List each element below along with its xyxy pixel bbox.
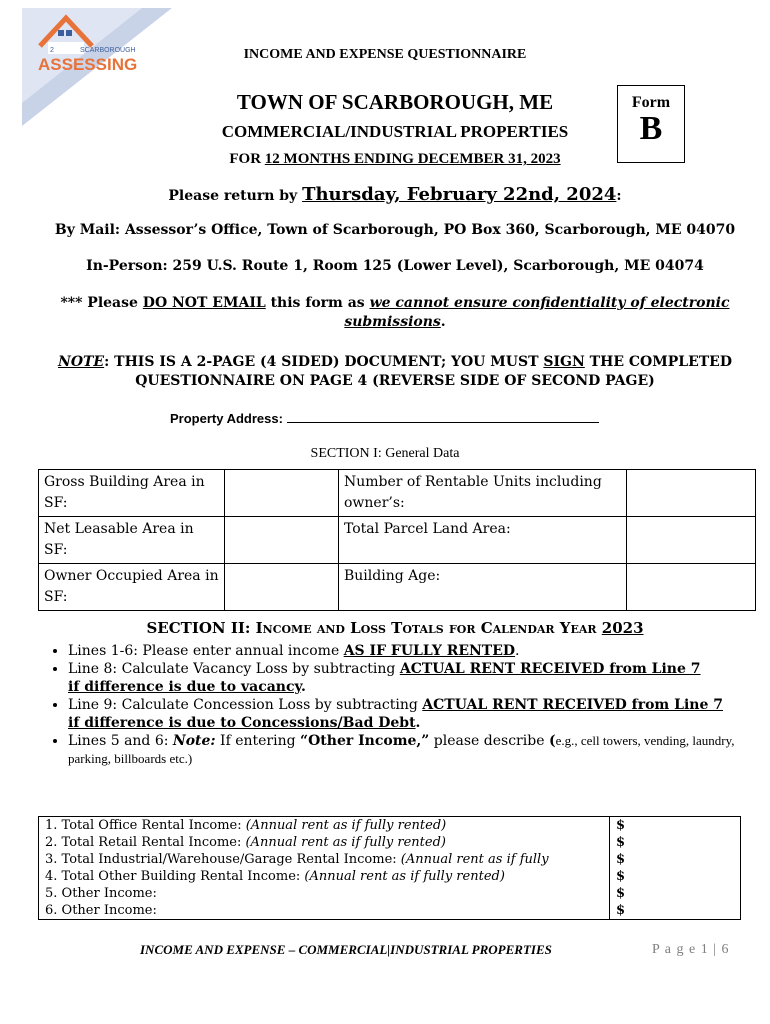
instructions-list: [28, 642, 768, 768]
line-label: Other Income:: [61, 903, 157, 918]
net-leasable-area-label: Net Leasable Area in SF:: [39, 517, 225, 564]
svg-text:2: 2: [50, 47, 54, 54]
period-text: 12 MONTHS ENDING DECEMBER 31, 2023: [264, 151, 561, 167]
income-line-5: [39, 885, 610, 902]
form-badge: [617, 85, 685, 163]
section2-title-a: SECTION II:: [146, 619, 256, 637]
bullet-emphasis: if difference is due to Concessions/Bad Debt: [68, 715, 416, 731]
bullet-emphasis: if difference is due to vacancy: [68, 679, 302, 695]
note-notice: [40, 353, 750, 391]
email-notice: [40, 294, 750, 332]
line-number: 6.: [45, 903, 58, 918]
bullet-text: If entering: [215, 733, 301, 749]
form-label: Form: [631, 94, 671, 111]
page-number: P a g e 1 | 6: [652, 942, 730, 957]
income-line-1: [39, 817, 610, 835]
general-data-table: [38, 469, 756, 611]
income-line-2: [39, 834, 610, 851]
bullet-text: Lines 1-6: Please enter annual income: [68, 643, 344, 659]
bullet-text: .: [301, 679, 306, 695]
bullet-text: .: [515, 643, 520, 659]
list-item: [68, 642, 768, 660]
line-label: Total Other Building Rental Income:: [61, 869, 305, 884]
income-line-2-amount[interactable]: $: [610, 834, 741, 851]
email-notice-part: this form as: [265, 295, 370, 311]
table-row: [39, 868, 741, 885]
table-row: [39, 834, 741, 851]
property-address-field[interactable]: [170, 410, 599, 426]
section2-title: [0, 619, 770, 637]
table-row: [39, 885, 741, 902]
bullet-text: .: [415, 715, 421, 731]
line-label: Other Income:: [61, 886, 157, 901]
bullet-emphasis: “Other Income,”: [300, 733, 430, 749]
table-row: [39, 470, 756, 517]
income-table: [38, 816, 741, 920]
bullet-text: Lines 5 and 6:: [68, 733, 173, 749]
table-row: [39, 817, 741, 835]
income-line-5-amount[interactable]: $: [610, 885, 741, 902]
mail-address: By Mail: Assessor’s Office, Town of Scarborough, PO Box 360, Scarborough, ME 04070: [54, 222, 736, 238]
rentable-units-input[interactable]: [627, 470, 756, 517]
owner-occupied-area-input[interactable]: [225, 564, 339, 611]
town-title: TOWN OF SCARBOROUGH, ME: [236, 90, 554, 114]
line-number: 3.: [45, 852, 58, 867]
list-item: [68, 732, 768, 768]
logo-small-text: SCARBOROUGH: [80, 47, 136, 54]
do-not-email-text: DO NOT EMAIL: [142, 295, 266, 311]
net-leasable-area-input[interactable]: [225, 517, 339, 564]
income-line-3-amount[interactable]: $: [610, 851, 741, 868]
bullet-text: Line 8: Calculate Vacancy Loss by subtracting: [68, 661, 400, 677]
section2-title-b: Income and Loss Totals for Calendar Year: [255, 619, 602, 637]
income-line-6-amount[interactable]: $: [610, 902, 741, 920]
table-row: [39, 564, 756, 611]
note-text: THE COMPLETED QUESTIONNAIRE ON PAGE 4 (REVERSE SIDE OF SECOND PAGE): [135, 354, 732, 389]
line-number: 2.: [45, 835, 58, 850]
sign-text: SIGN: [543, 354, 585, 370]
table-row: [39, 517, 756, 564]
line-note: (Annual rent as if fully rented): [245, 835, 446, 850]
list-item: [68, 660, 768, 696]
property-type-title: COMMERCIAL/INDUSTRIAL PROPERTIES: [221, 122, 569, 141]
building-age-input[interactable]: [627, 564, 756, 611]
bullet-text: (: [548, 733, 556, 749]
income-line-3: [39, 851, 610, 868]
building-age-label: Building Age:: [339, 564, 627, 611]
line-label: Total Industrial/Warehouse/Garage Rental Income:: [61, 852, 401, 867]
line-number: 5.: [45, 886, 58, 901]
line-note: (Annual rent as if fully: [400, 852, 549, 867]
parcel-land-area-input[interactable]: [627, 517, 756, 564]
property-address-label: Property Address:: [170, 411, 287, 426]
return-by-line: [0, 184, 770, 205]
bullet-text: Line 9: Calculate Concession Loss by subtracting: [68, 697, 423, 713]
footer-title: INCOME AND EXPENSE – COMMERCIAL|INDUSTRIAL PROPERTIES: [140, 942, 552, 957]
bullet-text: please describe: [429, 733, 549, 749]
property-address-line[interactable]: [287, 410, 599, 423]
section2-year: 2023: [601, 619, 644, 637]
confidentiality-text: we cannot ensure confidentiality of electronic submissions: [344, 295, 730, 330]
return-date: Thursday, February 22nd, 2024: [302, 184, 617, 205]
line-note: (Annual rent as if fully rented): [304, 869, 505, 884]
income-line-4-amount[interactable]: $: [610, 868, 741, 885]
line-note: (Annual rent as if fully rented): [245, 818, 447, 833]
bullet-emphasis: ACTUAL RENT RECEIVED from Line 7: [422, 697, 723, 713]
bullet-emphasis: AS IF FULLY RENTED: [343, 643, 516, 659]
income-line-4: [39, 868, 610, 885]
bullet-emphasis: Note:: [172, 733, 216, 749]
owner-occupied-area-label: Owner Occupied Area in SF:: [39, 564, 225, 611]
table-row: [39, 851, 741, 868]
table-row: [39, 902, 741, 920]
income-line-1-amount[interactable]: $: [610, 817, 741, 835]
return-prefix: Please return by: [168, 188, 303, 204]
bullet-examples: e.g., cell towers, vending, laundry, parking, billboards etc.): [68, 733, 735, 766]
note-text: : THIS IS A 2-PAGE (4 SIDED) DOCUMENT; YOU MUST: [104, 354, 544, 370]
rentable-units-label: Number of Rentable Units including owner’s:: [339, 470, 627, 517]
section1-title: SECTION I: General Data: [310, 446, 460, 461]
parcel-land-area-label: Total Parcel Land Area:: [339, 517, 627, 564]
return-suffix: :: [616, 188, 622, 204]
in-person-address: In-Person: 259 U.S. Route 1, Room 125 (Lower Level), Scarborough, ME 04074: [86, 258, 704, 274]
bullet-emphasis: ACTUAL RENT RECEIVED from Line 7: [399, 661, 701, 677]
email-notice-part: *** Please: [60, 295, 143, 311]
list-item: [68, 696, 768, 732]
gross-building-area-label: Gross Building Area in SF:: [39, 470, 225, 517]
logo-text: ASSESSING: [38, 55, 138, 74]
email-notice-part: .: [440, 314, 446, 330]
note-label: NOTE: [58, 354, 105, 370]
line-number: 1.: [45, 818, 58, 833]
period-prefix: FOR: [229, 151, 265, 167]
questionnaire-title: INCOME AND EXPENSE QUESTIONNAIRE: [243, 47, 527, 62]
line-label: Total Office Rental Income:: [61, 818, 246, 833]
gross-building-area-input[interactable]: [225, 470, 339, 517]
form-letter: B: [639, 110, 663, 147]
income-line-6: [39, 902, 610, 920]
line-label: Total Retail Rental Income:: [61, 835, 246, 850]
line-number: 4.: [45, 869, 58, 884]
